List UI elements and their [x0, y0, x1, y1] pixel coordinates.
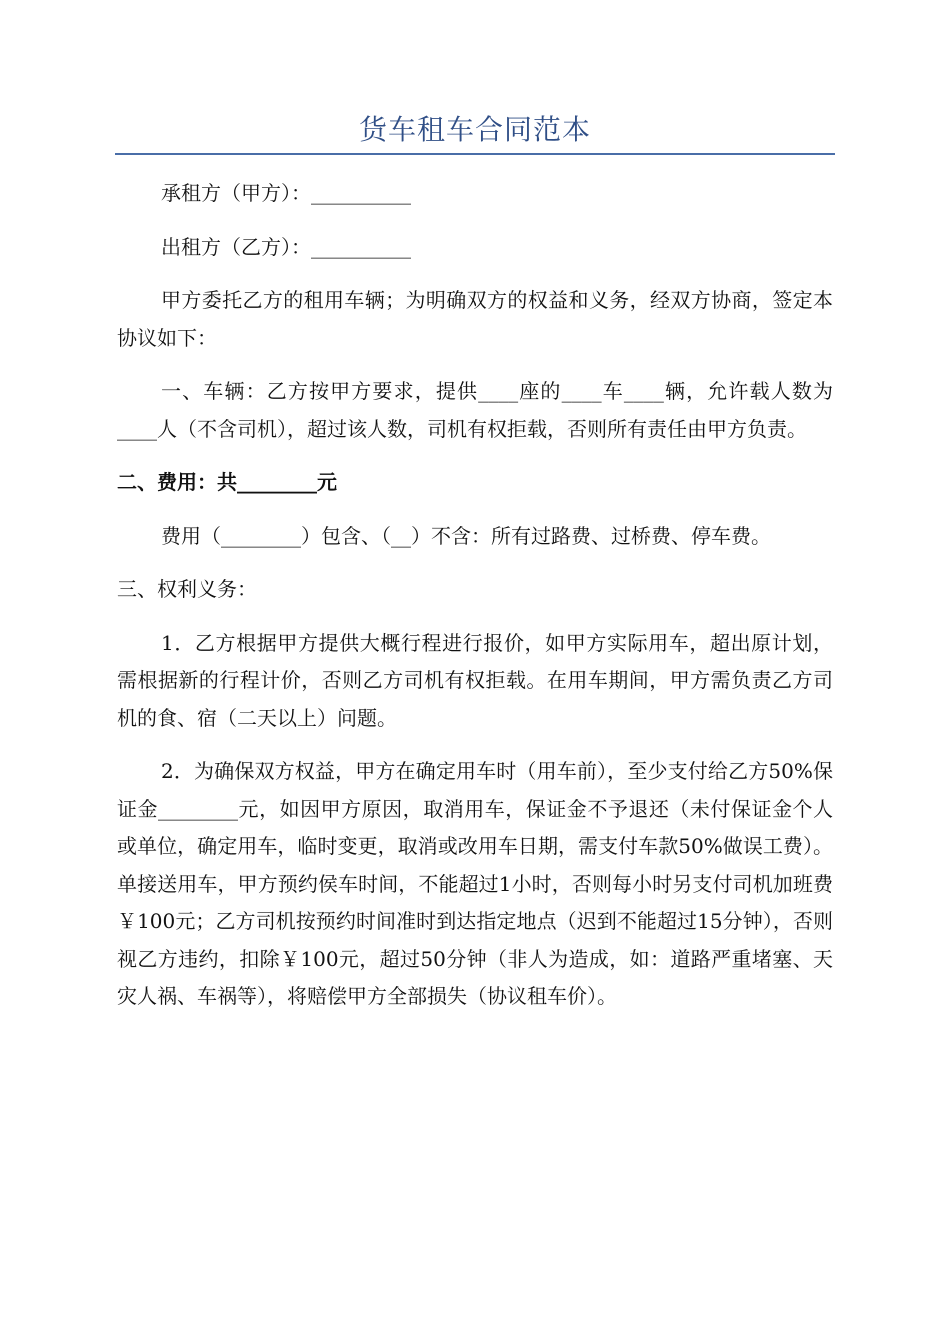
- clause-rights-item-1: 1．乙方根据甲方提供大概行程进行报价，如甲方实际用车，超出原计划，需根据新的行程计价，否则乙方司机有权拒载。在用车期间，甲方需负责乙方司机的食、宿（二天以上）问题。: [117, 630, 833, 730]
- clause-rights-heading: 三、权利义务：: [117, 577, 257, 601]
- lessee-line: 承租方（甲方）：__________: [161, 181, 411, 205]
- document-body: [117, 175, 833, 1032]
- intro-paragraph: 甲方委托乙方的租用车辆；为明确双方的权益和义务，经双方协商，签定本协议如下：: [117, 288, 833, 350]
- clause-vehicle: 一、车辆：乙方按甲方要求，提供____座的____车____辆，允许载人数为____人（不含司机），超过该人数，司机有权拒载，否则所有责任由甲方负责。: [117, 379, 833, 441]
- document-title: 货车租车合同范本: [358, 113, 591, 146]
- clause-fee-body: 费用（________）包含、（__）不含：所有过路费、过桥费、停车费。: [161, 523, 771, 548]
- clause-rights-item-2: 2．为确保双方权益，甲方在确定用车时（用车前），至少支付给乙方50%保证金________元，如因甲方原因，取消用车，保证金不予退还（未付保证金个人或单位，确定用车，临时变更，取消或改用车日期，需支付车款50%做误工费）。单接送用车，甲方预约侯车时间，不能超过1小时，否则每小时另支付司机加班费￥100元；乙方司机按预约时间准时到达指定地点（迟到不能超过15分钟），否则视乙方违约，扣除￥100元，超过50分钟（非人为造成，如：道路严重堵塞、天灾人祸、车祸等），将赔偿甲方全部损失（协议租车价）。: [117, 759, 833, 1008]
- clause-fee-heading: 二、费用：共________元: [117, 470, 337, 494]
- title-underline: [115, 153, 835, 155]
- lessor-line: 出租方（乙方）：__________: [161, 234, 411, 259]
